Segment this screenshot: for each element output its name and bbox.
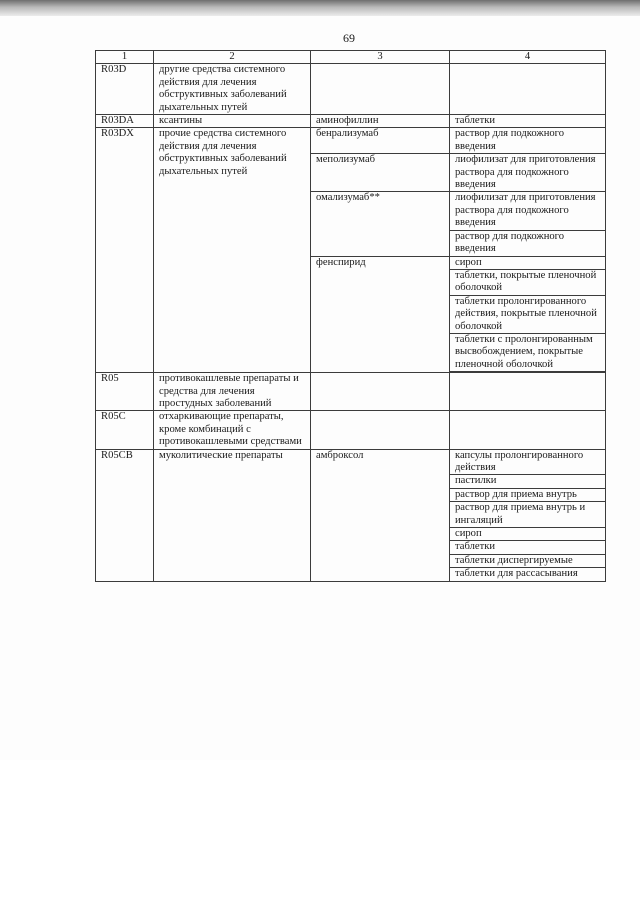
table-row — [96, 411, 606, 449]
dosage-form — [450, 411, 606, 449]
dosage-form: пастилки — [450, 475, 606, 488]
column-header: 2 — [154, 51, 311, 64]
page-number: 69 — [343, 31, 355, 45]
table-row — [96, 64, 606, 115]
dosage-form: раствор для приема внутрь — [450, 488, 606, 501]
column-header: 3 — [311, 51, 450, 64]
table-row — [96, 128, 606, 154]
drug-name: меполизумаб — [311, 154, 450, 192]
dosage-form: таблетки для рассасывания — [450, 568, 606, 581]
dosage-form: таблетки диспергируемые — [450, 554, 606, 567]
drug-name: аминофиллин — [311, 115, 450, 128]
group-name: отхаркивающие препараты, кроме комбинаций с противокашлевыми средствами — [154, 411, 311, 449]
drug-name: бенрализумаб — [311, 128, 450, 154]
group-name: муколитические препараты — [154, 449, 311, 581]
dosage-form: лиофилизат для приготовления раствора для подкожного введения — [450, 192, 606, 230]
drug-name: фенспирид — [311, 256, 450, 373]
dosage-form: таблетки, покрытые пленочной оболочкой — [450, 269, 606, 295]
dosage-form: таблетки пролонгированного действия, покрытые пленочной оболочкой — [450, 295, 606, 333]
drug-name — [311, 373, 450, 411]
column-header: 4 — [450, 51, 606, 64]
drug-name — [311, 411, 450, 449]
drug-table — [95, 50, 606, 582]
table-row — [96, 373, 606, 411]
drug-name: омализумаб** — [311, 192, 450, 256]
scan-edge-shadow — [0, 0, 640, 16]
dosage-form: сироп — [450, 528, 606, 541]
drug-name: амброксол — [311, 449, 450, 581]
atc-code: R03DX — [96, 128, 154, 373]
group-name: ксантины — [154, 115, 311, 128]
group-name: противокашлевые препараты и средства для лечения простудных заболеваний — [154, 373, 311, 411]
dosage-form — [450, 64, 606, 115]
drug-name — [311, 64, 450, 115]
atc-code: R05C — [96, 411, 154, 449]
table-row — [96, 115, 606, 128]
dosage-form: таблетки с пролонгированным высвобождением, покрытые пленочной оболочкой — [450, 333, 606, 371]
dosage-form: лиофилизат для приготовления раствора для подкожного введения — [450, 154, 606, 192]
dosage-form: раствор для подкожного введения — [450, 230, 606, 256]
atc-code: R05CB — [96, 449, 154, 581]
dosage-form — [450, 373, 606, 411]
table-header-row — [96, 51, 606, 64]
dosage-form: раствор для приема внутрь и ингаляций — [450, 502, 606, 528]
table-row — [96, 449, 606, 475]
dosage-form: сироп — [450, 256, 606, 269]
dosage-form: таблетки — [450, 541, 606, 554]
dosage-form: таблетки — [450, 115, 606, 128]
dosage-form: капсулы пролонгированного действия — [450, 449, 606, 475]
column-header: 1 — [96, 51, 154, 64]
dosage-form: раствор для подкожного введения — [450, 128, 606, 154]
atc-code: R03DA — [96, 115, 154, 128]
group-name: прочие средства системного действия для лечения обструктивных заболеваний дыхательных путей — [154, 128, 311, 373]
blank-area — [0, 760, 640, 905]
group-name: другие средства системного действия для лечения обструктивных заболеваний дыхательных путей — [154, 64, 311, 115]
atc-code: R03D — [96, 64, 154, 115]
atc-code: R05 — [96, 373, 154, 411]
